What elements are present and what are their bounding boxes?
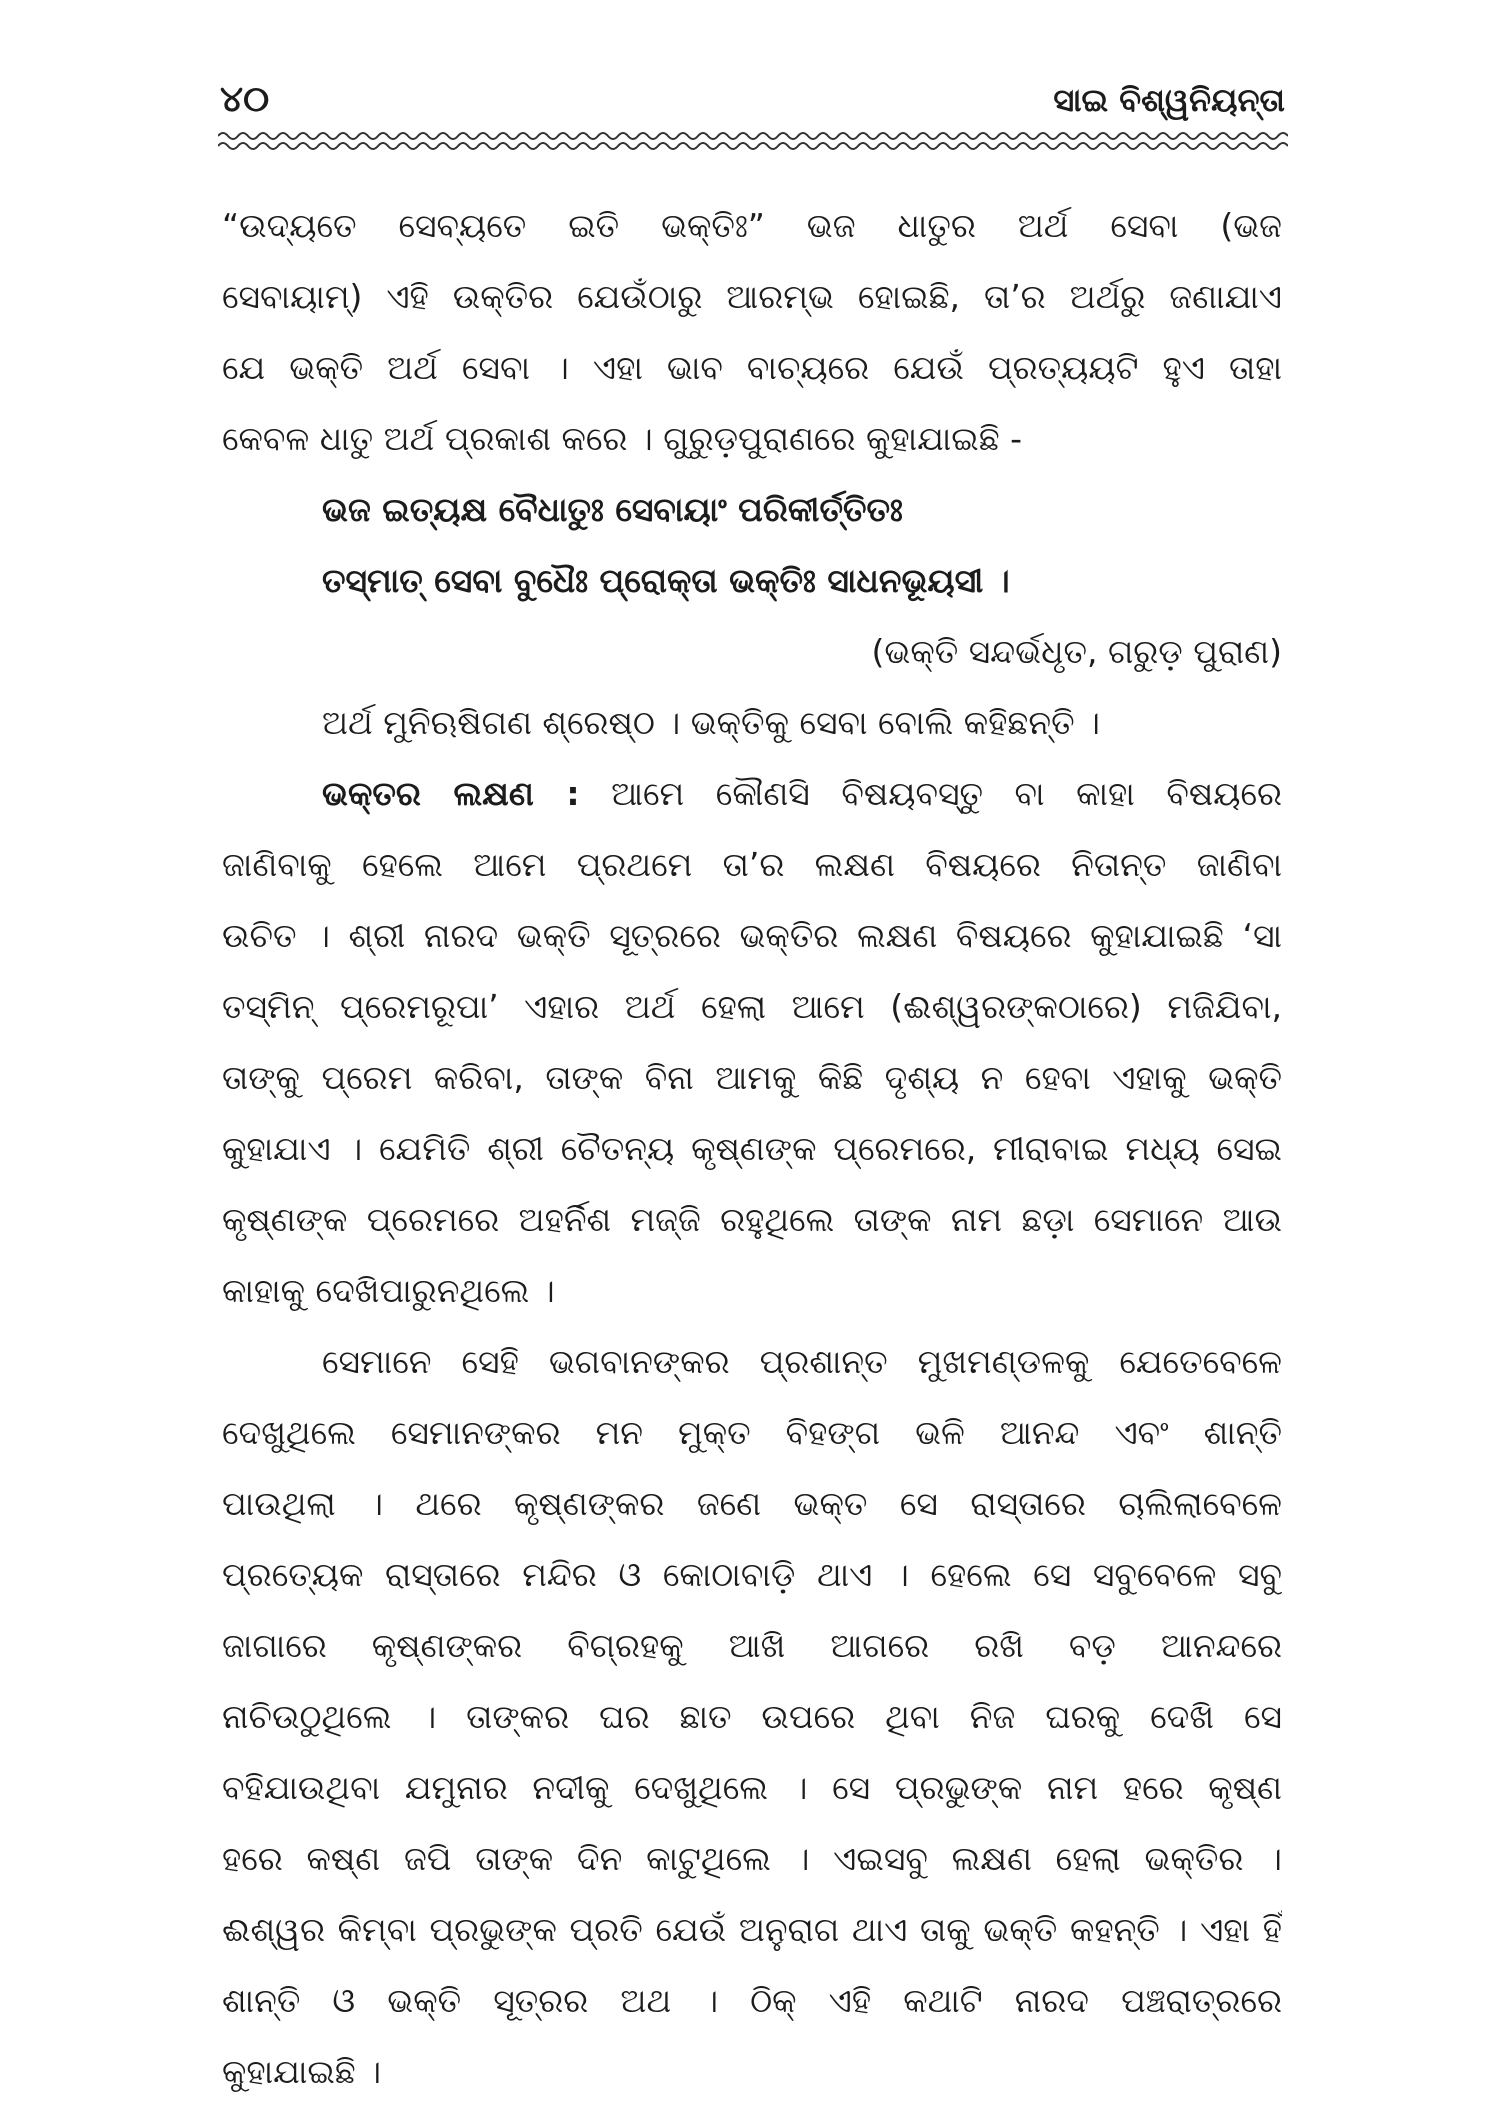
text-line: ସେବାୟାମ୍) ଏହି ଉକ୍ତିର ଯେଉଁଠାରୁ ଆରମ୍ଭ ହୋଇଛି, ତା’ର ଅର୍ଥରୁ ଜଣାଯାଏ — [222, 277, 1282, 316]
text-line: ପାଉଥିଲା । ଥରେ କୃଷ୍ଣଙ୍କର ଜଣେ ଭକ୍ତ ସେ ରାସ୍ତାରେ ଚାଲିଲାବେଳେ — [222, 1484, 1282, 1523]
text-line: ଜାଣିବାକୁ ହେଲେ ଆମେ ପ୍ରଥମେ ତା’ର ଲକ୍ଷଣ ବିଷୟରେ ନିତାନ୍ତ ଜାଣିବା — [222, 845, 1282, 884]
page-body — [222, 190, 1282, 2107]
text-line: କୁହାଯାଇଛି । — [222, 2052, 382, 2091]
text-line: ଦେଖୁଥିଲେ ସେମାନଙ୍କର ମନ ମୁକ୍ତ ବିହଙ୍ଗ ଭଳି ଆନନ୍ଦ ଏବଂ ଶାନ୍ତି — [222, 1413, 1282, 1452]
text-line: ଜାଗାରେ କୃଷ୍ଣଙ୍କର ବିଗ୍ରହକୁ ଆଖି ଆଗରେ ରଖି ବଡ଼ ଆନନ୍ଦରେ — [222, 1626, 1282, 1665]
verse-line: ତସ୍ମାତ୍ ସେବା ବୁଧୈଃ ପ୍ରୋକ୍ତା ଭକ୍ତିଃ ସାଧନଭୂୟସୀ । — [322, 561, 1010, 600]
text-line: କୃଷ୍ଣଙ୍କ ପ୍ରେମରେ ଅହର୍ନିଶ ମଜ୍ଜି ରହୁଥିଲେ ତାଙ୍କ ନାମ ଛଡ଼ା ସେମାନେ ଆଉ — [222, 1200, 1282, 1239]
page-number: ୪୦ — [220, 79, 270, 120]
text-line: ନାଚିଉଠୁଥିଲେ । ତାଙ୍କର ଘର ଛାତ ଉପରେ ଥିବା ନିଜ ଘରକୁ ଦେଖି ସେ — [222, 1697, 1282, 1736]
text-line: “ଉଦ୍ୟତେ ସେବ୍ୟତେ ଇତି ଭକ୍ତିଃ” ଭଜ ଧାତୁର ଅର୍ଥ ସେବା (ଭଜ — [222, 206, 1282, 245]
text-line: ଅର୍ଥ ମୁନିଋଷିଗଣ ଶ୍ରେଷ୍ଠ । ଭକ୍ତିକୁ ସେବା ବୋଲି କହିଛନ୍ତି । — [322, 703, 1100, 742]
text-line: ତାଙ୍କୁ ପ୍ରେମ କରିବା, ତାଙ୍କ ବିନା ଆମକୁ କିଛି ଦୃଶ୍ୟ ନ ହେବା ଏହାକୁ ଭକ୍ତି — [222, 1058, 1282, 1097]
text-line: ପ୍ରତ୍ୟେକ ରାସ୍ତାରେ ମନ୍ଦିର ଓ କୋଠାବାଡ଼ି ଥାଏ । ହେଲେ ସେ ସବୁବେଳେ ସବୁ — [222, 1555, 1282, 1594]
text-line: କାହାକୁ ଦେଖିପାରୁନଥିଲେ । — [222, 1271, 555, 1310]
text-line — [222, 758, 1282, 829]
wavy-rule-line-bottom — [218, 143, 1288, 149]
wavy-rule-line-top — [218, 133, 1288, 139]
text-line: କୁହାଯାଏ । ଯେମିତି ଶ୍ରୀ ଚୈତନ୍ୟ କୃଷ୍ଣଙ୍କ ପ୍ରେମରେ, ମୀରାବାଇ ମଧ୍ୟ ସେଇ — [222, 1129, 1282, 1168]
verse-citation: (ଭକ୍ତି ସନ୍ଦର୍ଭଧୃତ, ଗରୁଡ଼ ପୁରାଣ) — [871, 632, 1282, 671]
running-title: ସାଇ ବିଶ୍ୱନିୟନ୍ତା — [1053, 81, 1285, 119]
text-line: ଯେ ଭକ୍ତି ଅର୍ଥ ସେବା । ଏହା ଭାବ ବାଚ୍ୟରେ ଯେଉଁ ପ୍ରତ୍ୟୟଟି ହୁଏ ତାହା — [222, 348, 1282, 387]
page-header — [220, 72, 1285, 128]
text-line: ଉଚିତ । ଶ୍ରୀ ନାରଦ ଭକ୍ତି ସୂତ୍ରରେ ଭକ୍ତିର ଲକ୍ଷଣ ବିଷୟରେ କୁହାଯାଇଛି ‘ସା — [222, 916, 1282, 955]
text-line: କେବଳ ଧାତୁ ଅର୍ଥ ପ୍ରକାଶ କରେ । ଗୁରୁଡ଼ପୁରାଣରେ କୁହାଯାଇଛି - — [222, 419, 1023, 458]
text-line: ଶାନ୍ତି ଓ ଭକ୍ତି ସୂତ୍ରର ଅଥ । ଠିକ୍ ଏହି କଥାଟି ନାରଦ ପଞ୍ଚରାତ୍ରରେ — [222, 1981, 1282, 2020]
text-line: ଈଶ୍ୱର କିମ୍ବା ପ୍ରଭୁଙ୍କ ପ୍ରତି ଯେଉଁ ଅନୁରାଗ ଥାଏ ତାକୁ ଭକ୍ତି କହନ୍ତି । ଏହା ହିଁ — [222, 1910, 1282, 1949]
text-line: ସେମାନେ ସେହି ଭଗବାନଙ୍କର ପ୍ରଶାନ୍ତ ମୁଖମଣ୍ଡଳକୁ ଯେତେବେଳେ — [322, 1342, 1282, 1381]
text-line: ବହିଯାଉଥିବା ଯମୁନାର ନଦୀକୁ ଦେଖୁଥିଲେ । ସେ ପ୍ରଭୁଙ୍କ ନାମ ହରେ କୃଷ୍ଣ — [222, 1768, 1282, 1807]
decorative-wavy-rule — [218, 128, 1288, 154]
text-span: ଆମେ କୌଣସି ବିଷୟବସ୍ତୁ ବା କାହା ବିଷୟରେ — [579, 774, 1282, 813]
section-heading: ଭକ୍ତର ଲକ୍ଷଣ : — [322, 774, 580, 813]
text-line: ହରେ କଷ୍ଣ ଜପି ତାଙ୍କ ଦିନ କାଟୁଥିଲେ । ଏଇସବୁ ଲକ୍ଷଣ ହେଲା ଭକ୍ତିର । — [222, 1839, 1282, 1878]
text-line: ତସ୍ମିନ୍ ପ୍ରେମରୂପା’ ଏହାର ଅର୍ଥ ହେଲା ଆମେ (ଈଶ୍ୱରଙ୍କଠାରେ) ମଜିଯିବା, — [222, 987, 1282, 1026]
verse-line: ଭଜ ଇତ୍ୟକ୍ଷ ବୈଧାତୁଃ ସେବାୟାଂ ପରିକୀର୍ତ୍ତିତଃ — [322, 490, 903, 529]
